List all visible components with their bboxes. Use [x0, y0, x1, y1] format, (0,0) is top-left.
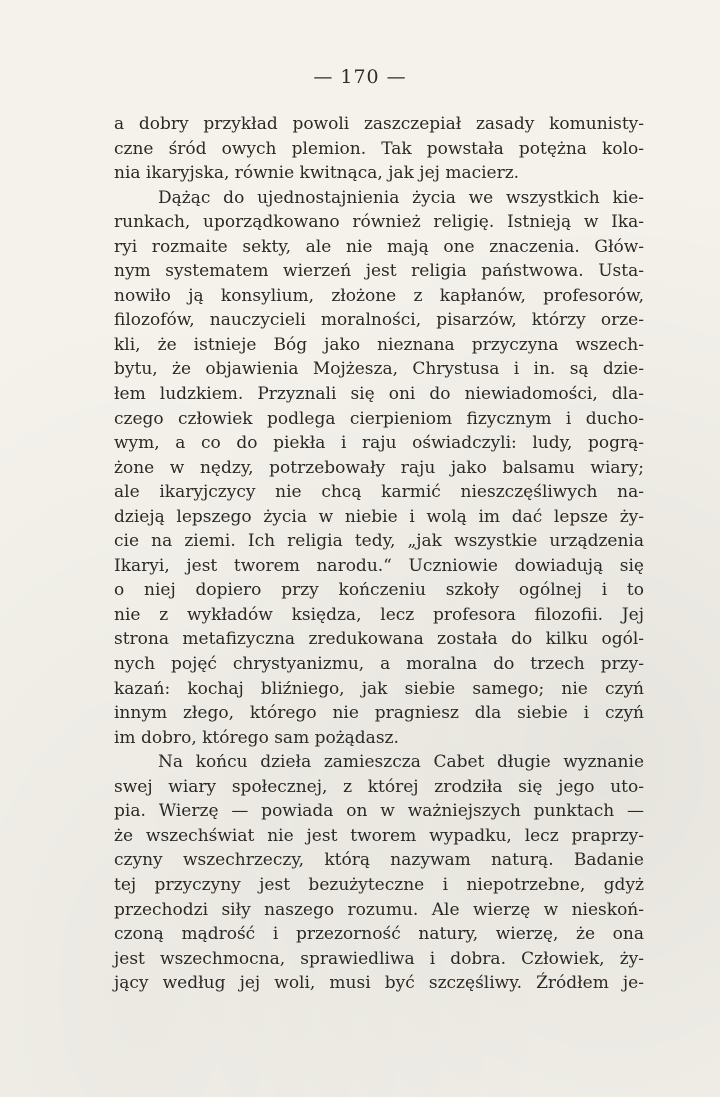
text-line: nie z wykładów księdza, lecz profesora filozofii. Jej [114, 604, 644, 625]
text-line: jest wszechmocna, sprawiedliwa i dobra. Człowiek, ży- [114, 948, 644, 969]
text-line: jący według jej woli, musi być szczęśliwy. Źródłem je- [114, 973, 644, 994]
text-line: czyny wszechrzeczy, którą nazywam naturą. Badanie [114, 850, 644, 871]
text-line: swej wiary społecznej, z której zrodziła się jego uto- [114, 776, 644, 797]
text-line: czego człowiek podlega cierpieniom fizycznym i ducho- [114, 408, 644, 429]
text-line: a dobry przykład powoli zaszczepiał zasady komunisty- [114, 114, 644, 134]
text-line: kazań: kochaj bliźniego, jak siebie samego; nie czyń [114, 678, 644, 699]
text-line: runkach, uporządkowano również religię. Istnieją w Ika- [114, 212, 644, 233]
page-number: — 170 — [313, 66, 407, 88]
text-line: przechodzi siły naszego rozumu. Ale wierzę w nieskoń- [114, 899, 644, 920]
text-line: tej przyczyny jest bezużyteczne i niepotrzebne, gdyż [114, 874, 644, 895]
text-line: o niej dopiero przy kończeniu szkoły ogólnej i to [114, 580, 644, 601]
text-line: wym, a co do piekła i raju oświadczyli: ludy, pogrą- [114, 433, 644, 454]
text-line: cie na ziemi. Ich religia tedy, „jak wszystkie urządzenia [114, 531, 644, 552]
text-line: łem ludzkiem. Przyznali się oni do niewiadomości, dla- [114, 384, 644, 405]
text-line: Ikaryi, jest tworem narodu.“ Uczniowie dowiadują się [114, 555, 644, 576]
text-line: im dobro, którego sam pożądasz. [114, 727, 399, 748]
text-line: ale ikaryjczycy nie chcą karmić nieszczęśliwych na- [114, 482, 644, 503]
text-line: czne śród owych plemion. Tak powstała potężna kolo- [114, 138, 644, 159]
text-line: żone w nędzy, potrzebowały raju jako balsamu wiary; [114, 457, 644, 478]
text-line: dzieją lepszego życia w niebie i wolą im dać lepsze ży- [114, 506, 644, 527]
body-text [114, 112, 644, 996]
text-line: bytu, że objawienia Mojżesza, Chrystusa i in. są dzie- [114, 359, 644, 380]
text-line: że wszechświat nie jest tworem wypadku, lecz praprzy- [114, 825, 644, 846]
text-line: Na końcu dzieła zamieszcza Cabet długie wyznanie [158, 752, 644, 773]
text-line: strona metafizyczna zredukowana została do kilku ogól- [114, 629, 644, 650]
text-line: kli, że istnieje Bóg jako nieznana przyczyna wszech- [114, 334, 644, 355]
text-line: innym złego, którego nie pragniesz dla siebie i czyń [114, 703, 644, 724]
text-line: nych pojęć chrystyanizmu, a moralna do trzech przy- [114, 654, 644, 675]
text-line: Dążąc do ujednostajnienia życia we wszystkich kie- [158, 187, 644, 208]
text-line: nowiło ją konsylium, złożone z kapłanów, profesorów, [114, 285, 644, 306]
text-line: filozofów, nauczycieli moralności, pisarzów, którzy orze- [114, 310, 644, 331]
text-line: pia. Wierzę — powiada on w ważniejszych punktach — [114, 801, 644, 822]
text-line: nia ikaryjska, równie kwitnąca, jak jej macierz. [114, 163, 520, 184]
text-line: ryi rozmaite sekty, ale nie mają one znaczenia. Głów- [114, 236, 644, 257]
text-line: czoną mądrość i przezorność natury, wierzę, że ona [114, 924, 644, 945]
text-line: nym systematem wierzeń jest religia państwowa. Usta- [114, 261, 644, 282]
